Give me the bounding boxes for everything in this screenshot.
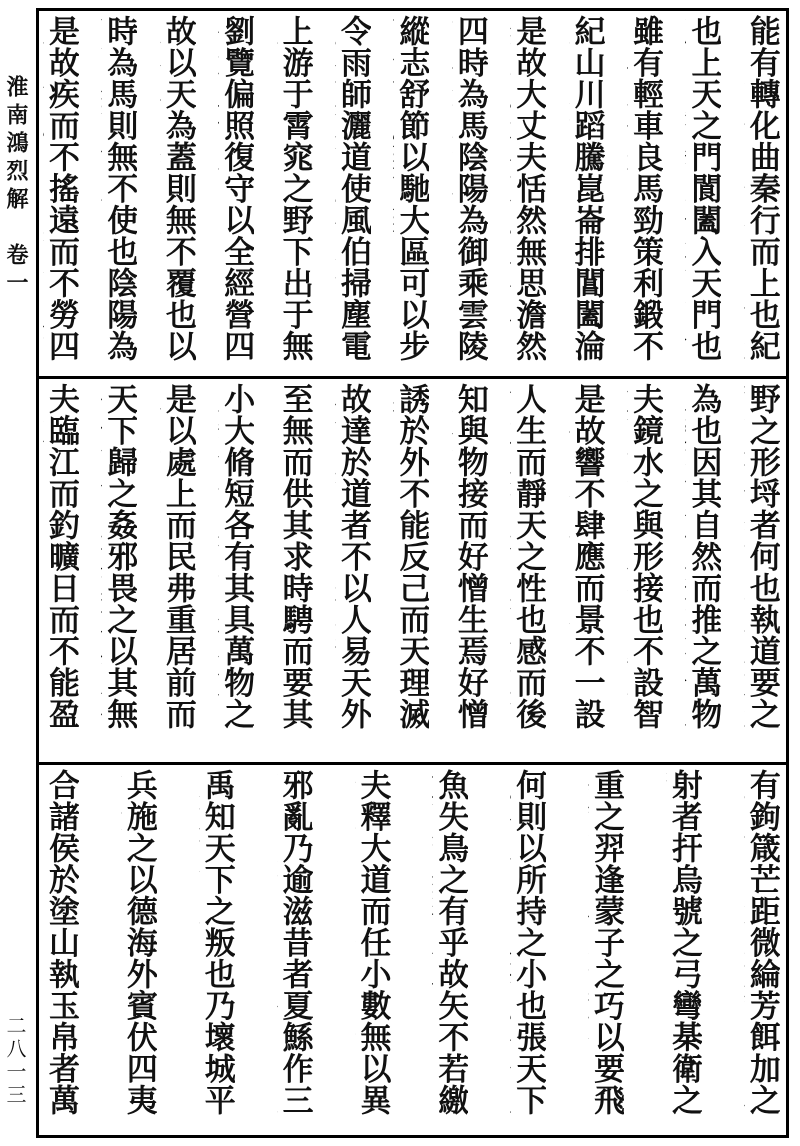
text-column: 時為馬則無不使也陰陽為 xyxy=(101,15,138,362)
text-column: 也上天之門閬闔入天門也 xyxy=(685,15,722,362)
text-column: 小大脩短各有其具萬物之 xyxy=(218,383,255,730)
text-column: 是故疾而不搖遠而不勞四 xyxy=(43,15,79,362)
text-panel-middle xyxy=(39,379,786,765)
text-column: 是故響不肆應而景不一設 xyxy=(568,383,605,730)
text-column: 雖有輕車良馬勁策利鍛不 xyxy=(627,15,664,362)
text-column: 故以天為蓋則無不覆也以 xyxy=(159,15,196,362)
text-column: 上游于霄窕之野下出于無 xyxy=(276,15,313,362)
margin-page-number: 二八一三 xyxy=(3,1015,27,1107)
text-panel-top xyxy=(39,11,786,379)
text-column: 劉覽偏照復守以全經營四 xyxy=(218,15,255,362)
text-column: 是故大丈夫恬然無思澹然 xyxy=(510,15,547,362)
text-column: 野之形埒者何也執道要之 xyxy=(743,383,780,730)
text-column: 有鉤箴芒距微綸芳餌加之 xyxy=(743,769,780,1116)
text-column: 何則以所持之小也張天下 xyxy=(510,769,547,1116)
text-column: 能有轉化曲秦行而上也紀 xyxy=(743,15,780,362)
text-column: 合諸侯於塗山執玉帛者萬 xyxy=(43,769,79,1116)
margin-book-title: 淮南鴻烈解 卷一 xyxy=(3,75,29,299)
text-column: 四時為馬陰陽為御乘雲陵 xyxy=(451,15,488,362)
text-column: 至無而供其求時騁而要其 xyxy=(276,383,313,730)
text-column: 禹知天下之叛也乃壞城平 xyxy=(198,769,235,1116)
text-column: 人生而靜天之性也感而後 xyxy=(510,383,547,730)
text-column: 射者扞烏號之弓彎棊衛之 xyxy=(666,769,702,1116)
column-group xyxy=(43,383,780,758)
page-frame xyxy=(36,8,789,1138)
text-column: 邪亂乃逾滋昔者夏鯀作三 xyxy=(276,769,313,1116)
text-column: 夫鏡水之與形接也不設智 xyxy=(627,383,664,730)
text-column: 是以處上而民弗重居前而 xyxy=(159,383,196,730)
text-column: 兵施之以德海外賓伏四夷 xyxy=(120,769,157,1116)
text-column: 天下歸之姦邪畏之以其無 xyxy=(101,383,138,730)
text-column: 誘於外不能反己而天理滅 xyxy=(393,383,430,730)
text-panel-bottom xyxy=(39,765,786,1135)
text-column: 夫臨江而釣曠日而不能盈 xyxy=(43,383,79,730)
text-column: 重之羿逢蒙子之巧以要飛 xyxy=(588,769,625,1116)
text-column: 知與物接而好憎生焉好憎 xyxy=(451,383,488,730)
text-column: 為也因其自然而推之萬物 xyxy=(685,383,722,730)
text-column: 故達於道者不以人易天外 xyxy=(335,383,372,730)
text-column: 令雨師灑道使風伯掃塵電 xyxy=(335,15,372,362)
text-column: 魚失鳥之有乎故矢不若繳 xyxy=(432,769,469,1116)
text-column: 夫釋大道而任小數無以異 xyxy=(354,769,391,1116)
text-column: 紀山川蹈騰崑崙排閶闔淪 xyxy=(568,15,605,362)
text-column: 縱志舒節以馳大區可以步 xyxy=(393,15,430,362)
column-group xyxy=(43,769,780,1131)
column-group xyxy=(43,15,780,372)
